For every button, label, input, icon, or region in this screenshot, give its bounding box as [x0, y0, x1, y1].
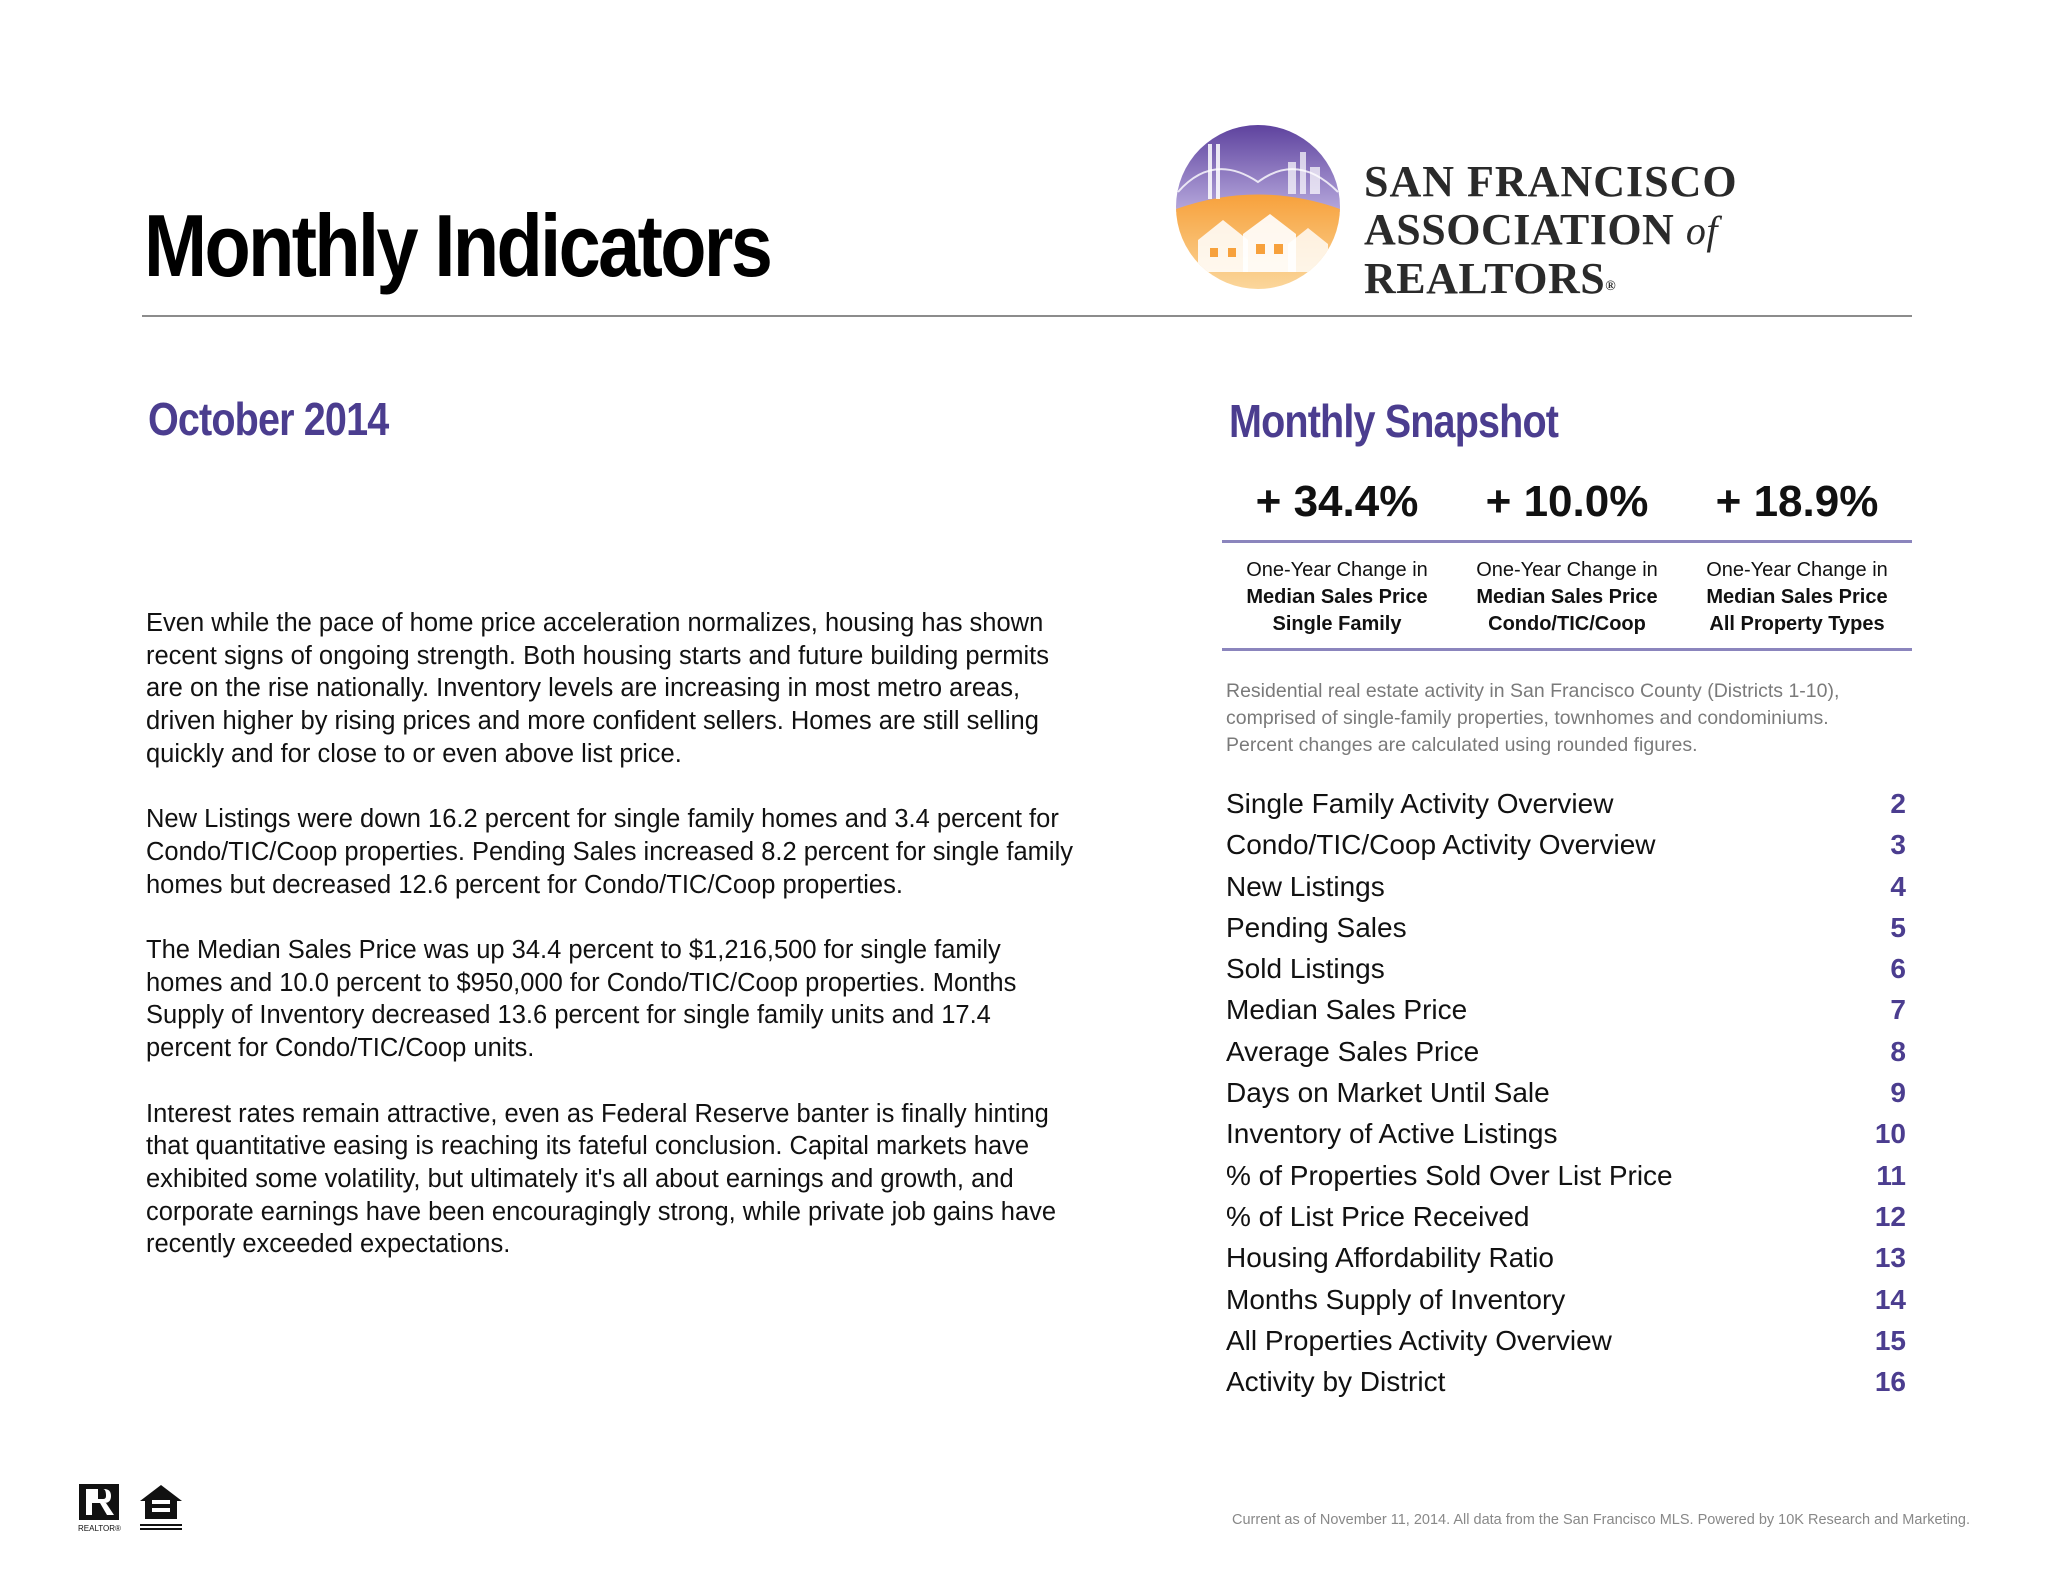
toc-page-number: 15 [1874, 1324, 1906, 1356]
table-of-contents [1226, 788, 1906, 1407]
summary-paragraph: The Median Sales Price was up 34.4 percent to $1,216,500 for single family homes and 10.0 percent to $950,000 for Condo/TIC/Coop properties. Months Supply of Inventory decreased 13.6 percent for single family units and 17.4 percent for Condo/TIC/Coop units. [146, 936, 1017, 1063]
toc-item[interactable] [1226, 1284, 1906, 1325]
logo-realtors: REALTORS [1364, 254, 1606, 303]
scope-note-line: Percent changes are calculated using rounded figures. [1226, 734, 1698, 756]
toc-label: Months Supply of Inventory [1226, 1283, 1566, 1315]
kpi-label-single-family [1222, 557, 1452, 648]
toc-label: Single Family Activity Overview [1226, 788, 1614, 819]
report-date: October 2014 [148, 393, 389, 445]
toc-page-number: 8 [1890, 1035, 1906, 1067]
scope-note-line: comprised of single-family properties, townhomes and condominiums. [1226, 707, 1829, 729]
kpi-label-metric: Median Sales Price [1246, 586, 1428, 608]
kpi-label-line: One-Year Change in [1706, 559, 1888, 581]
toc-label: % of List Price Received [1226, 1200, 1530, 1232]
kpi-label-line: One-Year Change in [1246, 559, 1428, 581]
kpi-value-condo: + 10.0% [1485, 477, 1649, 526]
header-divider [142, 315, 1912, 317]
kpi-label-condo [1452, 557, 1682, 648]
toc-page-number: 9 [1890, 1077, 1906, 1109]
toc-item[interactable] [1226, 1118, 1906, 1159]
toc-page-number: 16 [1874, 1366, 1906, 1398]
market-summary [146, 607, 1076, 1294]
summary-paragraph: New Listings were down 16.2 percent for single family homes and 3.4 percent for Condo/TIC/Coop properties. Pending Sales increased 8.2 percent for single family homes but decreased 12.6 percent for Condo/TIC/Coop properties. [146, 805, 1074, 899]
logo-of: of [1685, 208, 1718, 253]
snapshot-title: Monthly Snapshot [1229, 395, 1559, 447]
golden-gate-houses-logo-icon [1168, 122, 1348, 292]
kpi-label-line: One-Year Change in [1476, 559, 1658, 581]
toc-item[interactable] [1226, 1325, 1906, 1366]
association-logo [1168, 122, 1938, 303]
scope-note-line: Residential real estate activity in San Francisco County (Districts 1-10), [1226, 680, 1840, 702]
toc-page-number: 6 [1890, 953, 1906, 985]
kpi-label-segment: Single Family [1272, 613, 1402, 635]
toc-label: Days on Market Until Sale [1226, 1077, 1550, 1109]
toc-item[interactable] [1226, 788, 1906, 829]
toc-page-number: 14 [1874, 1283, 1906, 1315]
toc-item[interactable] [1226, 1201, 1906, 1242]
logo-line-2 [1364, 206, 1938, 303]
snapshot-kpis [1222, 472, 1912, 651]
footer-logos [78, 1483, 188, 1533]
toc-page-number: 7 [1890, 994, 1906, 1026]
kpi-values-row [1222, 472, 1912, 540]
toc-page-number: 10 [1874, 1118, 1906, 1150]
summary-paragraph: Interest rates remain attractive, even as Federal Reserve banter is finally hinting that quantitative easing is reaching its fateful conclusion. Capital markets have exhibited some volatility, but ultimately it's all about earnings and growth, and corporate earnings have been encouragingly strong, while private job gains have recently exceeded expectations. [146, 1099, 1057, 1259]
realtor-mark-text: REALTOR® [78, 1524, 121, 1533]
equal-housing-icon [136, 1483, 186, 1533]
toc-item[interactable] [1226, 912, 1906, 953]
kpi-labels-row [1222, 543, 1912, 648]
toc-label: Housing Affordability Ratio [1226, 1242, 1554, 1274]
page-title: Monthly Indicators [144, 196, 771, 295]
logo-line-1: SAN FRANCISCO [1364, 157, 1738, 206]
toc-page-number: 5 [1890, 911, 1906, 943]
toc-label: Pending Sales [1226, 911, 1407, 943]
toc-label: Median Sales Price [1226, 994, 1468, 1026]
toc-item[interactable] [1226, 1160, 1906, 1201]
toc-page-number: 2 [1890, 788, 1906, 819]
toc-item[interactable] [1226, 871, 1906, 912]
toc-label: All Properties Activity Overview [1226, 1324, 1612, 1356]
toc-item[interactable] [1226, 1077, 1906, 1118]
toc-label: New Listings [1226, 870, 1385, 902]
toc-label: Activity by District [1226, 1366, 1446, 1398]
kpi-label-metric: Median Sales Price [1706, 586, 1888, 608]
realtor-logo-icon [78, 1483, 126, 1533]
toc-label: % of Properties Sold Over List Price [1226, 1159, 1673, 1191]
kpi-label-segment: All Property Types [1709, 613, 1885, 635]
toc-label: Condo/TIC/Coop Activity Overview [1226, 829, 1656, 861]
toc-label: Average Sales Price [1226, 1035, 1480, 1067]
toc-item[interactable] [1226, 829, 1906, 870]
kpi-label-metric: Median Sales Price [1476, 586, 1658, 608]
toc-label: Sold Listings [1226, 953, 1385, 985]
toc-item[interactable] [1226, 1366, 1906, 1407]
toc-item[interactable] [1226, 1242, 1906, 1283]
toc-page-number: 12 [1874, 1200, 1906, 1232]
toc-page-number: 4 [1890, 870, 1906, 902]
toc-label: Inventory of Active Listings [1226, 1118, 1558, 1150]
data-source-note: Current as of November 11, 2014. All data from the San Francisco MLS. Powered by 10K Research and Marketing. [1232, 1512, 1970, 1528]
toc-item[interactable] [1226, 953, 1906, 994]
association-name [1364, 158, 1938, 303]
registered-mark: ® [1605, 279, 1617, 294]
toc-page-number: 13 [1874, 1242, 1906, 1274]
toc-item[interactable] [1226, 1036, 1906, 1077]
scope-note [1226, 678, 1926, 759]
toc-page-number: 11 [1876, 1159, 1906, 1191]
kpi-divider-bottom [1222, 648, 1912, 651]
toc-page-number: 3 [1890, 829, 1906, 861]
kpi-label-all-types [1682, 557, 1912, 648]
kpi-value-single-family: + 34.4% [1255, 477, 1419, 526]
logo-association: ASSOCIATION [1364, 205, 1675, 254]
kpi-label-segment: Condo/TIC/Coop [1488, 613, 1646, 635]
summary-paragraph: Even while the pace of home price acceleration normalizes, housing has shown recent signs of ongoing strength. Both housing starts and future building permits are on the rise nationally. Inventory levels are increasing in most metro areas, driven higher by rising prices and more confident sellers. Homes are still selling quickly and for close to or even above list price. [146, 609, 1049, 768]
toc-item[interactable] [1226, 994, 1906, 1035]
kpi-value-all-types: + 18.9% [1715, 477, 1879, 526]
